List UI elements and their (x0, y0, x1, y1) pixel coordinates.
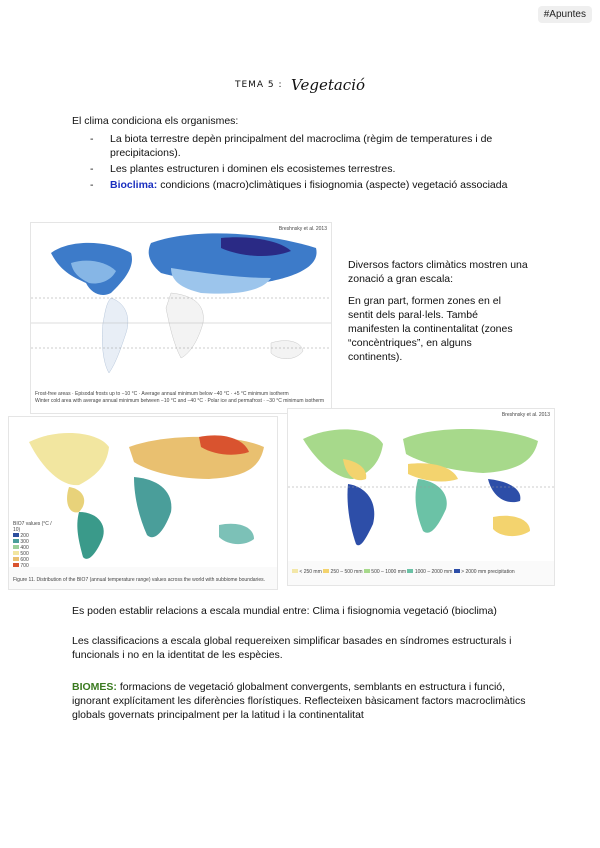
list-item: - Bioclima: condicions (macro)climàtiques i fisiognomia (aspecte) vegetació associada (90, 179, 508, 191)
legend-item: 400 (13, 545, 53, 551)
legend-item: Episodal frosts up to −10 °C (75, 391, 138, 397)
legend-item: Winter cold area with average annual minimum between −10 °C and −40 °C (35, 398, 203, 404)
bio7-legend (13, 521, 53, 569)
side-paragraph-2: En gran part, formen zones en el sentit dels paral·lels. També manifesten la continentalitat (zones “concèntriques”, en alguns continents). (348, 295, 513, 363)
tema-title: Vegetació (291, 76, 366, 94)
legend-item: 300 (13, 539, 53, 545)
legend-item: 500 (13, 551, 53, 557)
legend-item: 700 (13, 563, 53, 569)
bio7-caption: Figure 11. Distribution of the BIO7 (annual temperature range) values across the world with subbiome boundaries. (13, 577, 265, 583)
bottom-paragraph-2: Les classificacions a escala global requereixen simplificar basades en síndromes estructurals i funcionals i no en la identitat de les espècies. (72, 635, 512, 661)
legend-item: 1000 – 2000 mm (407, 569, 452, 575)
biomes-label: BIOMES: (72, 681, 117, 693)
biomes-paragraph (72, 680, 532, 722)
bottom-paragraph-1: Es poden establir relacions a escala mundial entre: Clima i fisiognomia vegetació (bioclima) (72, 605, 497, 617)
bio7-map-figure (8, 416, 278, 590)
legend-item: > 2000 mm precipitation (454, 569, 515, 575)
list-item: - Les plantes estructuren i dominen els ecosistemes terrestres. (72, 162, 532, 176)
bullet-text: Les plantes estructuren i dominen els ecosistemes terrestres. (110, 163, 396, 175)
precip-legend (292, 569, 550, 575)
legend-item: 500 – 1000 mm (364, 569, 406, 575)
tema-label: TEMA 5 : (234, 80, 283, 90)
precip-map-figure (287, 408, 555, 586)
list-item: - La biota terrestre depèn principalment del macroclima (règim de temperatures i de precipitacions). (72, 132, 532, 160)
legend-item: 600 (13, 557, 53, 563)
legend-item: Frost-free areas (35, 391, 71, 397)
legend-item: +5 °C minimum isotherm (233, 391, 289, 397)
bullet-text: La biota terrestre depèn principalment del macroclima (règim de temperatures i de precipitacions). (110, 133, 493, 159)
bioclima-text: condicions (macro)climàtiques i fisiognomia (aspecte) vegetació associada (160, 179, 508, 191)
legend-item: Polar ice and permafrost (207, 398, 262, 404)
page-title (0, 76, 600, 94)
frost-map (31, 223, 331, 413)
side-text (348, 258, 528, 372)
intro-section (72, 114, 532, 194)
precip-map (288, 409, 554, 561)
bioclima-label: Bioclima: (110, 179, 158, 191)
tag-badge: #Apuntes (538, 6, 592, 23)
biomes-text: formacions de vegetació globalment convergents, semblants en estructura i funció, ignorant explícitament les diferències florístiques. Reflecteixen bàsicament factors macroclimàtics globals governats principalment per la latitud i la continentalitat (72, 681, 526, 721)
legend-item: Average annual minimum below −40 °C (141, 391, 230, 397)
legend-item: < 250 mm (292, 569, 322, 575)
legend-title: BIO7 values (°C / 10) (13, 521, 52, 533)
legend-item: 250 – 500 mm (323, 569, 362, 575)
frost-legend: Frost-free areas · Episodal frosts up to −10 °C · Average annual minimum below −40 °C · +5 °C minimum isotherm Winter cold area with average annual minimum between −10 °C and −40 °C · Polar ice and permafrost · −30 °C minimum isotherm (35, 391, 325, 404)
frost-map-figure (30, 222, 332, 414)
intro-lead: El clima condiciona els organismes: (72, 115, 239, 127)
figure-credit: Breshnsky et al. 2013 (501, 412, 550, 418)
figure-credit: Breshnsky et al. 2013 (278, 226, 327, 232)
legend-item: 200 (13, 533, 53, 539)
intro-list (72, 132, 532, 192)
side-paragraph-1: Diversos factors climàtics mostren una zonació a gran escala: (348, 259, 528, 285)
legend-item: −30 °C minimum isotherm (266, 398, 325, 404)
